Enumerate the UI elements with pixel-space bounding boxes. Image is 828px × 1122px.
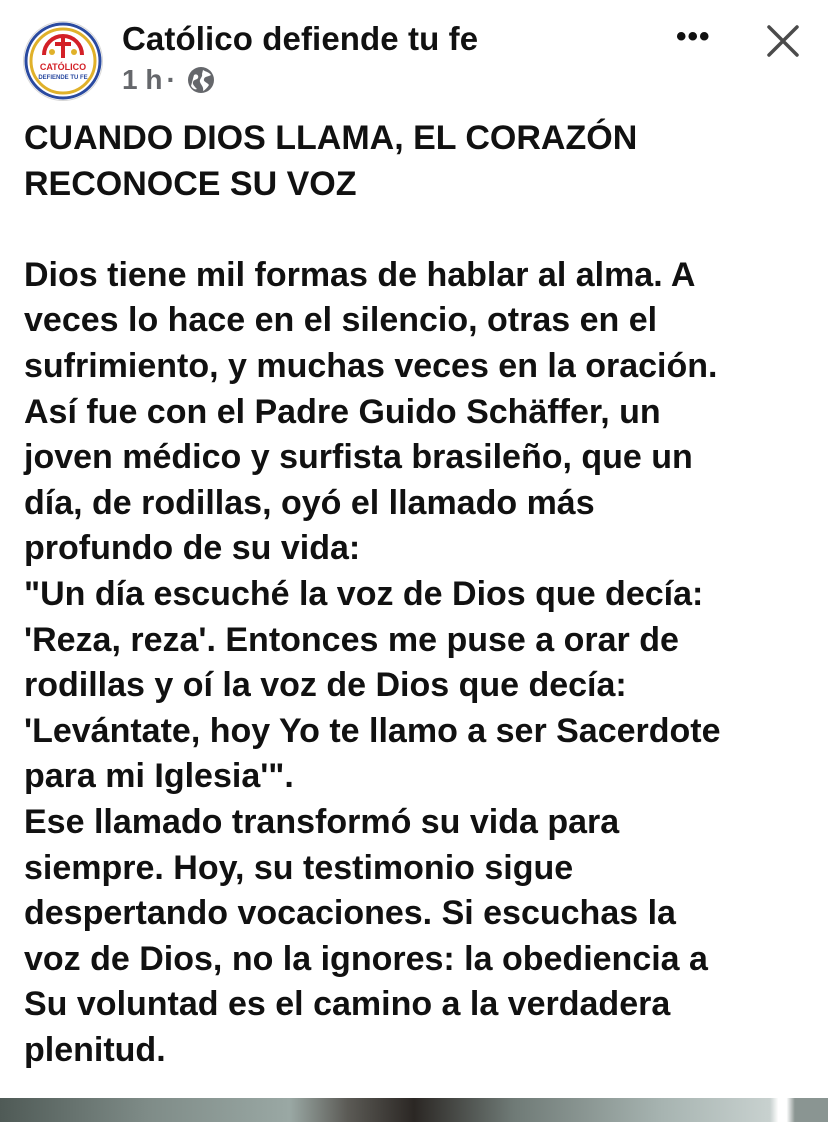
post-title: CUANDO DIOS LLAMA, EL CORAZÓN RECONOCE SU VOZ xyxy=(24,119,638,203)
page-name[interactable]: Católico defiende tu fe xyxy=(122,20,479,57)
post-time[interactable]: 1 h xyxy=(122,64,163,95)
logo-text-bottom: DEFIENDE TU FE xyxy=(38,75,88,81)
post-header xyxy=(0,0,828,110)
post-meta xyxy=(122,64,216,96)
close-icon[interactable] xyxy=(766,24,800,58)
more-horizontal-icon[interactable]: ••• xyxy=(676,20,711,53)
logo-text-top: CATÓLICO xyxy=(39,62,87,72)
post-body: Dios tiene mil formas de hablar al alma. A veces lo hace en el silencio, otras en el sufrimiento, y muchas veces en la oración. Así fue con el Padre Guido Schäffer, un joven médico y surfista brasileño, que un día, de rodillas, oyó el llamado más profundo de su vida: "Un día escuché la voz de Dios que decía: 'Reza, reza'. Entonces me puse a orar de rodillas y oí la voz de Dios que decía: 'Levántate, hoy Yo te llamo a ser Sacerdote para mi Iglesia'". Ese llamado transformó su vida para siempre. Hoy, su testimonio sigue despertando vocaciones. Si escuchas la voz de Dios, no la ignores: la obediencia a Su voluntad es el camino a la verdadera plenitud. xyxy=(24,255,721,1069)
post-image-preview[interactable] xyxy=(0,1098,828,1122)
globe-icon[interactable] xyxy=(186,65,216,95)
post-text xyxy=(24,116,814,1073)
page-logo-avatar xyxy=(24,22,102,100)
meta-separator: · xyxy=(166,64,176,95)
page-avatar[interactable] xyxy=(24,22,102,100)
